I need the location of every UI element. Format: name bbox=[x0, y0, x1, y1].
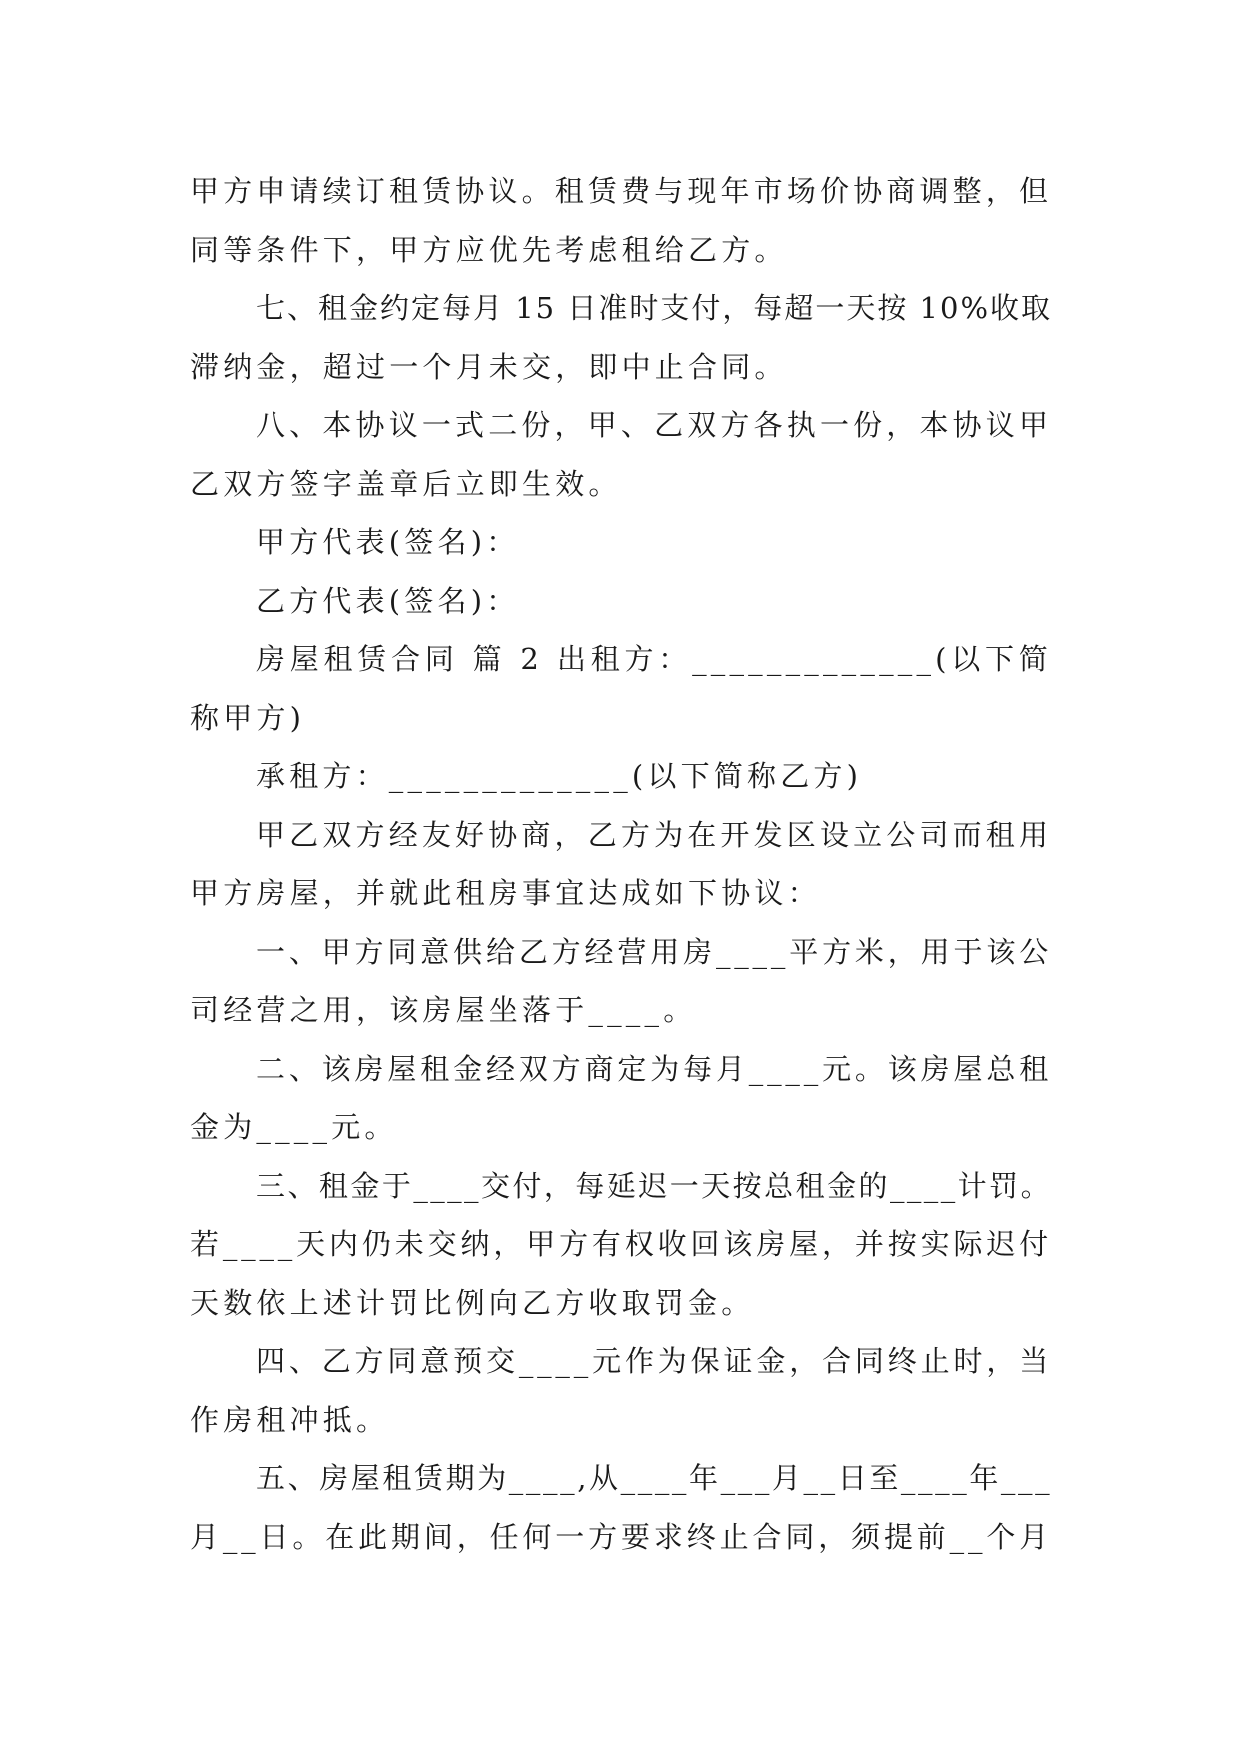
text-line: 乙方代表(签名)： bbox=[256, 583, 520, 618]
text-line: 三、租金于____交付，每延迟一天按总租金的____计罚。 bbox=[256, 1168, 1052, 1203]
text-line: 一、甲方同意供给乙方经营用房____平方米，用于该公 bbox=[256, 934, 1052, 969]
text-line: 司经营之用，该房屋坐落于____。 bbox=[190, 993, 697, 1027]
text-line: 乙双方签字盖章后立即生效。 bbox=[190, 466, 622, 501]
text-line: 甲方申请续订租赁协议。租赁费与现年市场价协商调整，但 bbox=[190, 174, 1052, 208]
text-line: 二、该房屋租金经双方商定为每月____元。该房屋总租 bbox=[256, 1051, 1052, 1086]
text-line: 五、房屋租赁期为____,从____年___月__日至____年___ bbox=[256, 1461, 1053, 1495]
text-line: 月__日。在此期间，任何一方要求终止合同，须提前__个月 bbox=[190, 1519, 1052, 1554]
text-line: 滞纳金，超过一个月未交，即中止合同。 bbox=[190, 349, 788, 384]
text-line: 若____天内仍未交纳，甲方有权收回该房屋，并按实际迟付 bbox=[190, 1227, 1052, 1261]
text-line: 同等条件下，甲方应优先考虑租给乙方。 bbox=[190, 232, 788, 267]
text-line: 八、本协议一式二份，甲、乙双方各执一份，本协议甲 bbox=[256, 408, 1052, 442]
text-line: 甲乙双方经友好协商，乙方为在开发区设立公司而租用 bbox=[256, 817, 1052, 852]
text-line: 七、租金约定每月 15 日准时支付，每超一天按 10%收取 bbox=[256, 291, 1053, 325]
text-line: 金为____元。 bbox=[190, 1110, 398, 1144]
text-line: 称甲方) bbox=[190, 700, 306, 735]
text-line: 四、乙方同意预交____元作为保证金，合同终止时，当 bbox=[256, 1344, 1052, 1378]
text-line: 甲方房屋，并就此租房事宜达成如下协议： bbox=[190, 876, 821, 910]
document-body bbox=[190, 162, 1052, 1566]
text-line: 天数依上述计罚比例向乙方收取罚金。 bbox=[190, 1285, 755, 1320]
text-line: 承租方：_____________(以下简称乙方) bbox=[256, 759, 863, 793]
text-line: 房屋租赁合同 篇 2 出租方：_____________(以下简 bbox=[256, 642, 1052, 676]
text-line: 甲方代表(签名)： bbox=[256, 525, 520, 559]
text-line: 作房租冲抵。 bbox=[190, 1402, 390, 1437]
